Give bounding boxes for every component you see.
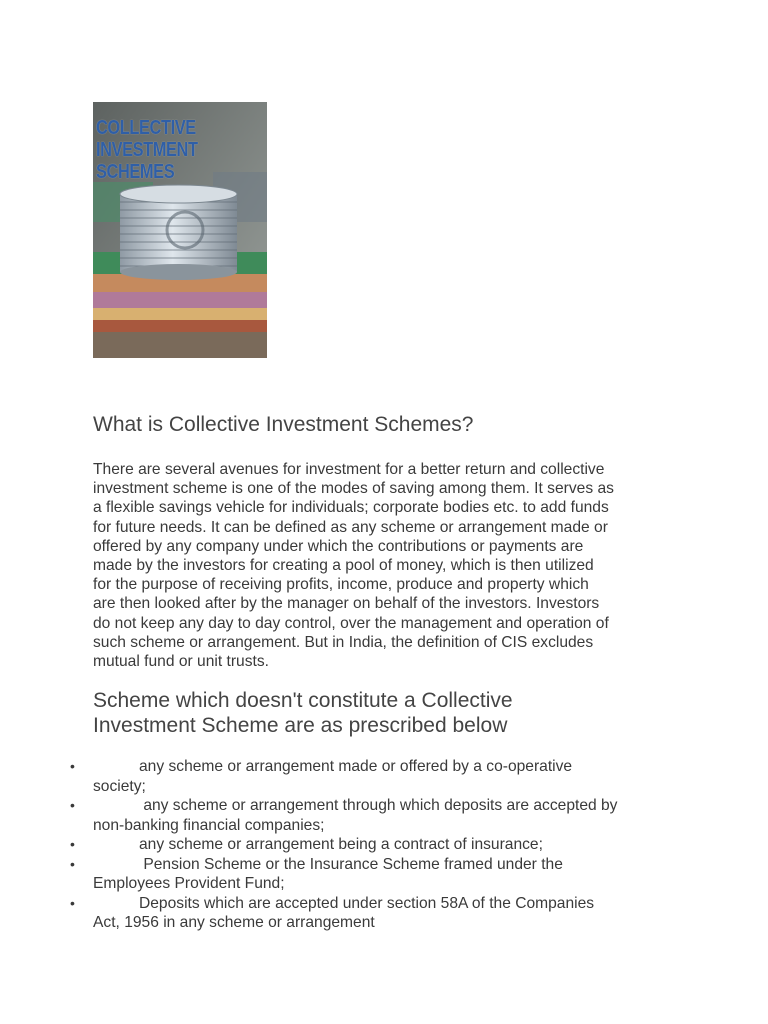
list-item — [0, 757, 700, 796]
list-item-text: any scheme or arrangement through which deposits are accepted by non-banking financial companies; — [93, 797, 618, 834]
list-item-text: any scheme or arrangement made or offered by a co-operative society; — [93, 758, 573, 795]
body-paragraph: There are several avenues for investment for a better return and collective investment scheme is one of the modes of saving among them. It serves as a flexible savings vehicle for individuals; corporate bodies etc. to add funds for future needs. It can be defined as any scheme or arrangement made or offered by any company under which the contributions or payments are made by the investors for creating a pool of money, which is then utilized for the purpose of receiving profits, income, produce and property which are then looked after by the manager on behalf of the investors. Investors do not keep any day to day control, over the management and operation of such scheme or arrangement. But in India, the definition of CIS excludes mutual fund or unit trusts. — [93, 461, 614, 671]
bullet-icon: • — [70, 797, 75, 813]
bullet-icon: • — [70, 836, 75, 852]
bullet-icon: • — [70, 855, 75, 872]
exclusions-list — [0, 757, 700, 933]
list-item — [0, 796, 700, 835]
list-item — [0, 855, 700, 894]
list-item — [0, 894, 700, 933]
bullet-icon: • — [70, 758, 75, 774]
list-item-text: Deposits which are accepted under section 58A of the Companies Act, 1956 in any scheme or arrangement — [93, 894, 595, 931]
list-item — [0, 835, 700, 855]
cover-image — [93, 102, 267, 358]
section-subheading: Scheme which doesn't constitute a Collective Investment Scheme are as prescribed below — [93, 689, 513, 737]
cover-title: COLLECTIVE INVESTMENT SCHEMES — [96, 117, 198, 183]
list-item-text: any scheme or arrangement being a contract of insurance; — [139, 836, 543, 853]
page-heading: What is Collective Investment Schemes? — [93, 413, 474, 436]
bullet-icon: • — [70, 894, 75, 911]
list-item-text: Pension Scheme or the Insurance Scheme framed under the Employees Provident Fund; — [93, 855, 563, 892]
